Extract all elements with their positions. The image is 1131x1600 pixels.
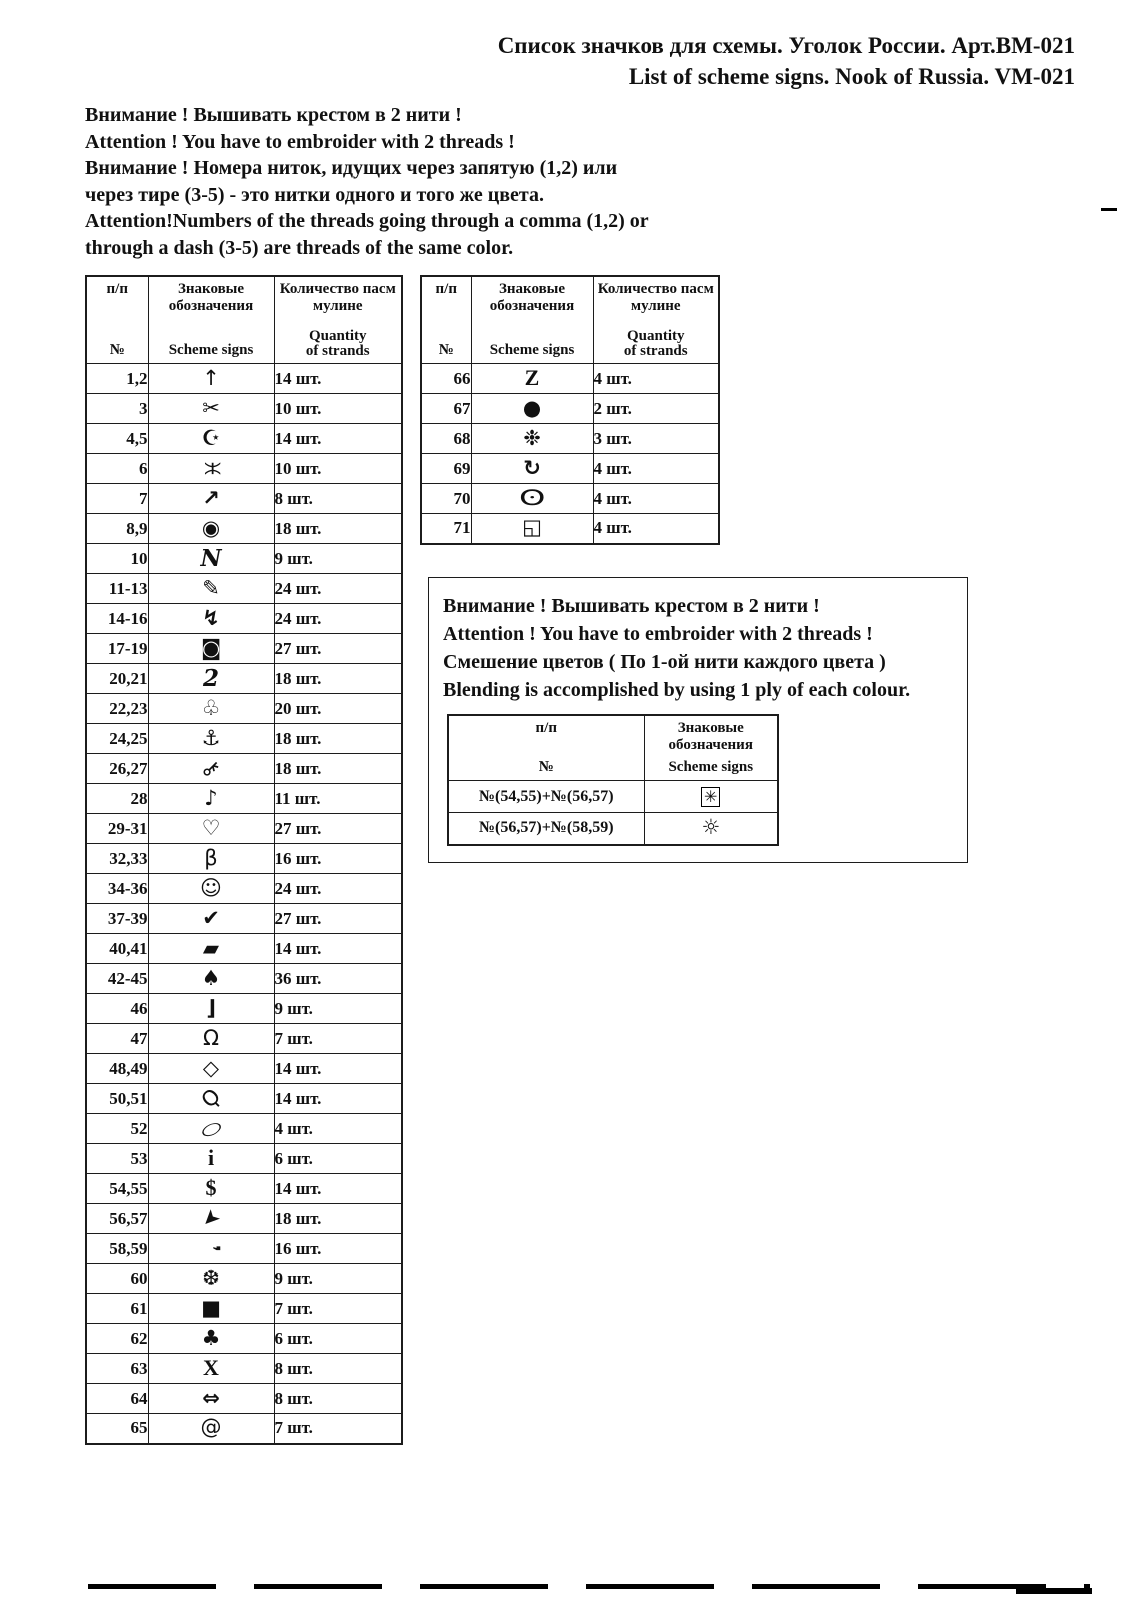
quantity-cell: 16 шт. <box>274 844 402 874</box>
legend-row <box>86 904 402 934</box>
symbol-cell <box>148 574 274 604</box>
header-signs-ru: Знаковые обозначения <box>489 281 575 314</box>
header-signs-en: Scheme signs <box>168 342 254 358</box>
legend-row <box>86 1264 402 1294</box>
symbol-cell <box>148 1204 274 1234</box>
pin-symbol: Ϙ <box>196 1083 225 1112</box>
row-number-cell: 68 <box>421 424 471 454</box>
crescent-star-symbol: ☪ <box>201 425 221 450</box>
legend-row <box>86 634 402 664</box>
row-number-cell: 20,21 <box>86 664 148 694</box>
legend-row <box>421 394 719 424</box>
blend-line-en-1: Attention ! You have to embroider with 2 threads ! <box>443 623 873 645</box>
row-number-cell: 56,57 <box>86 1204 148 1234</box>
quantity-cell: 4 шт. <box>274 1114 402 1144</box>
intro-line-en-1: Attention ! You have to embroider with 2 threads ! <box>85 130 515 153</box>
header-qty-en-line2: of strands <box>623 343 688 359</box>
legend-row <box>86 1144 402 1174</box>
legend-row <box>421 364 719 394</box>
quantity-cell: 7 шт. <box>274 1414 402 1444</box>
row-number-cell: 28 <box>86 784 148 814</box>
header-signs-en: Scheme signs <box>489 342 575 358</box>
legend-row <box>86 1324 402 1354</box>
symbol-cell <box>148 814 274 844</box>
square-corner-symbol: ◱ <box>522 515 542 540</box>
row-number-cell: 34-36 <box>86 874 148 904</box>
quantity-cell: 4 шт. <box>593 454 719 484</box>
quantity-cell: 6 шт. <box>274 1324 402 1354</box>
quantity-cell: 14 шт. <box>274 1174 402 1204</box>
row-number-cell: 14-16 <box>86 604 148 634</box>
legend-row <box>421 454 719 484</box>
symbol-cell <box>148 694 274 724</box>
legend-row <box>86 784 402 814</box>
at-symbol: @ <box>200 1415 222 1440</box>
header-signs-column <box>148 276 274 364</box>
intro-line-en-2: Attention!Numbers of the threads going through a comma (1,2) or <box>85 210 649 232</box>
quantity-cell: 18 шт. <box>274 1204 402 1234</box>
legend-row <box>421 514 719 544</box>
ellipse-symbol: ○ <box>197 1116 225 1141</box>
symbol-cell <box>148 1144 274 1174</box>
header-number-column <box>86 276 148 364</box>
blend-header-no-sign: № <box>538 759 554 775</box>
quantity-cell: 11 шт. <box>274 784 402 814</box>
header-qty-en <box>624 329 688 359</box>
droplet-symbol: ● <box>522 395 542 420</box>
eye-symbol: ʘ <box>518 485 546 510</box>
symbol-cell <box>148 664 274 694</box>
legend-row <box>86 844 402 874</box>
row-number-cell: №(54,55)+№(56,57) <box>448 781 644 813</box>
symbol-cell <box>148 1084 274 1114</box>
quantity-cell: 3 шт. <box>593 424 719 454</box>
row-number-cell: 52 <box>86 1114 148 1144</box>
row-number-cell: 46 <box>86 994 148 1024</box>
symbol-cell <box>148 1414 274 1444</box>
row-number-cell: 7 <box>86 484 148 514</box>
legend-row <box>86 1114 402 1144</box>
dart-symbol: ➤ <box>196 1203 227 1234</box>
lightning-arrow-symbol: ↯ <box>202 605 220 630</box>
quantity-cell: 24 шт. <box>274 874 402 904</box>
symbol-cell <box>471 514 593 544</box>
blend-header-signs-en: Scheme signs <box>668 759 754 775</box>
legend-header-row <box>86 276 402 364</box>
header-number-column <box>421 276 471 364</box>
quantity-cell: 8 шт. <box>274 1354 402 1384</box>
music-note-symbol: ♪ <box>204 785 218 810</box>
scan-artifact-bar <box>1016 1588 1092 1594</box>
symbol-cell <box>148 1234 274 1264</box>
quantity-cell: 14 шт. <box>274 1084 402 1114</box>
square-dot-symbol: ◙ <box>200 635 222 660</box>
header-qty-ru: Количество пасм мулине <box>597 281 714 314</box>
row-number-cell: 6 <box>86 454 148 484</box>
intro-line-ru-1: Внимание ! Вышивать крестом в 2 нити ! <box>85 104 462 126</box>
header-no-sign: № <box>109 342 125 358</box>
quantity-cell: 27 шт. <box>274 634 402 664</box>
blend-line-ru-2: Смешение цветов ( По 1-ой нити каждого цвета ) <box>443 651 886 673</box>
symbol-cell <box>471 364 593 394</box>
row-number-cell: 50,51 <box>86 1084 148 1114</box>
blend-header-row <box>448 715 778 781</box>
symbol-cell <box>148 514 274 544</box>
symbol-cell <box>148 1294 274 1324</box>
boxed-asterisk-symbol: ✳ <box>701 787 720 807</box>
symbol-cell <box>148 874 274 904</box>
row-number-cell: 62 <box>86 1324 148 1354</box>
row-number-cell: 64 <box>86 1384 148 1414</box>
legend-row <box>86 394 402 424</box>
row-number-cell: 32,33 <box>86 844 148 874</box>
scan-artifact-tick <box>1101 208 1117 211</box>
x-symbol: X <box>203 1355 219 1380</box>
quantity-cell: 24 шт. <box>274 574 402 604</box>
row-number-cell: 10 <box>86 544 148 574</box>
symbol-cell <box>148 844 274 874</box>
quantity-cell: 4 шт. <box>593 514 719 544</box>
row-number-cell: 53 <box>86 1144 148 1174</box>
row-number-cell: 1,2 <box>86 364 148 394</box>
row-number-cell: 37-39 <box>86 904 148 934</box>
legend-row <box>86 1234 402 1264</box>
pencil-symbol: ✎ <box>202 575 220 600</box>
quantity-cell: 20 шт. <box>274 694 402 724</box>
legend-header-row <box>421 276 719 364</box>
quantity-cell: 10 шт. <box>274 454 402 484</box>
header-quantity-column <box>274 276 402 364</box>
blend-line-en-2: Blending is accomplished by using 1 ply of each colour. <box>443 679 911 701</box>
header-qty-en-line2: of strands <box>305 343 370 359</box>
symbol-cell <box>471 394 593 424</box>
row-number-cell: №(56,57)+№(58,59) <box>448 813 644 845</box>
legend-row <box>86 544 402 574</box>
dollar-symbol: $ <box>205 1175 217 1200</box>
smiley-symbol: ☺ <box>200 875 222 900</box>
legend-row <box>448 813 778 845</box>
row-number-cell: 69 <box>421 454 471 484</box>
header-qty-en-line1: Quantity <box>626 328 685 344</box>
script-two-symbol: 2 <box>202 664 219 692</box>
blending-info-box <box>428 577 968 863</box>
row-number-cell: 40,41 <box>86 934 148 964</box>
row-number-cell: 60 <box>86 1264 148 1294</box>
quantity-cell: 18 шт. <box>274 754 402 784</box>
quantity-cell: 27 шт. <box>274 814 402 844</box>
symbol-cell <box>148 1354 274 1384</box>
symbol-cell <box>471 424 593 454</box>
legend-row <box>86 1384 402 1414</box>
row-number-cell: 61 <box>86 1294 148 1324</box>
up-arrow-symbol: ↑ <box>202 365 220 390</box>
row-number-cell: 47 <box>86 1024 148 1054</box>
double-arrow-symbol: ⇔ <box>202 1385 220 1410</box>
symbol-cell <box>471 484 593 514</box>
legend-row <box>86 604 402 634</box>
symbol-cell <box>148 964 274 994</box>
symbol-cell <box>148 454 274 484</box>
beta-symbol: β <box>204 845 218 870</box>
quantity-cell: 8 шт. <box>274 484 402 514</box>
sun-symbol: ☼ <box>701 815 721 840</box>
fisheye-symbol: ◉ <box>201 515 221 540</box>
legend-row <box>448 781 778 813</box>
symbol-cell <box>148 904 274 934</box>
legend-row <box>86 664 402 694</box>
row-number-cell: 67 <box>421 394 471 424</box>
header-qty-ru: Количество пасм мулине <box>279 281 396 314</box>
northeast-arrow-symbol: ↗ <box>202 485 220 510</box>
symbol-cell <box>148 784 274 814</box>
legend-row <box>86 1024 402 1054</box>
row-number-cell: 58,59 <box>86 1234 148 1264</box>
legend-row <box>86 484 402 514</box>
symbol-cell <box>644 781 778 813</box>
header-no-sign: № <box>438 342 454 358</box>
quantity-cell: 7 шт. <box>274 1024 402 1054</box>
legend-row <box>86 364 402 394</box>
quantity-cell: 14 шт. <box>274 1054 402 1084</box>
quantity-cell: 36 шт. <box>274 964 402 994</box>
symbol-cell <box>148 484 274 514</box>
diamond-outline-symbol: ◇ <box>202 1055 220 1080</box>
header-no-ru: п/п <box>435 281 457 297</box>
header-qty-en <box>306 329 370 359</box>
legend-row <box>421 424 719 454</box>
club-symbol: ♣ <box>201 1325 221 1350</box>
legend-table-right <box>420 275 720 545</box>
symbol-cell <box>148 1114 274 1144</box>
symbol-cell <box>471 454 593 484</box>
legend-row <box>86 754 402 784</box>
legend-row <box>86 1204 402 1234</box>
scan-artifact-line <box>88 1584 1090 1589</box>
row-number-cell: 3 <box>86 394 148 424</box>
quantity-cell: 9 шт. <box>274 994 402 1024</box>
legend-row <box>86 1414 402 1444</box>
blend-header-signs-column <box>644 715 778 781</box>
heart-outline-symbol: ♡ <box>201 815 221 840</box>
z-symbol: Z <box>524 365 540 390</box>
scissors-symbol: ✂ <box>202 395 220 420</box>
symbol-cell <box>148 424 274 454</box>
header-signs-column <box>471 276 593 364</box>
legend-row <box>86 424 402 454</box>
symbol-cell <box>148 394 274 424</box>
quantity-cell: 24 шт. <box>274 604 402 634</box>
row-number-cell: 63 <box>86 1354 148 1384</box>
blend-header-no-ru: п/п <box>535 720 557 736</box>
symbol-cell <box>148 1384 274 1414</box>
row-number-cell: 24,25 <box>86 724 148 754</box>
blend-line-ru-1: Внимание ! Вышивать крестом в 2 нити ! <box>443 595 820 617</box>
legend-row <box>86 1294 402 1324</box>
row-number-cell: 65 <box>86 1414 148 1444</box>
quantity-cell: 18 шт. <box>274 514 402 544</box>
row-number-cell: 22,23 <box>86 694 148 724</box>
club-outline-symbol: ♧ <box>201 695 221 720</box>
legend-row <box>86 514 402 544</box>
symbol-cell <box>148 604 274 634</box>
row-number-cell: 26,27 <box>86 754 148 784</box>
quantity-cell: 16 шт. <box>274 1234 402 1264</box>
black-square-symbol: ■ <box>201 1295 221 1320</box>
legend-row <box>86 724 402 754</box>
header-qty-en-line1: Quantity <box>308 328 367 344</box>
symbol-cell <box>148 754 274 784</box>
spiral-symbol: ↻ <box>523 455 541 480</box>
legend-row <box>86 934 402 964</box>
quantity-cell: 10 шт. <box>274 394 402 424</box>
symbol-cell <box>148 994 274 1024</box>
symbol-cell <box>148 544 274 574</box>
quantity-cell: 14 шт. <box>274 364 402 394</box>
symbol-cell <box>148 934 274 964</box>
bell-symbol: Ω <box>202 1025 220 1050</box>
symbol-cell <box>148 1174 274 1204</box>
comma-leaf-symbol: ❜ <box>199 1244 224 1252</box>
row-number-cell: 17-19 <box>86 634 148 664</box>
row-number-cell: 70 <box>421 484 471 514</box>
blend-header-signs-ru: Знаковые обозначения <box>668 720 753 753</box>
symbol-cell <box>148 634 274 664</box>
legend-row <box>86 874 402 904</box>
symbol-cell <box>148 364 274 394</box>
legend-row <box>86 694 402 724</box>
blending-table <box>447 714 779 846</box>
symbol-cell <box>148 1264 274 1294</box>
legend-row <box>421 484 719 514</box>
row-number-cell: 42-45 <box>86 964 148 994</box>
row-number-cell: 71 <box>421 514 471 544</box>
quantity-cell: 7 шт. <box>274 1294 402 1324</box>
flower-symbol: ❉ <box>523 425 541 450</box>
symbol-cell <box>148 724 274 754</box>
legend-row <box>86 574 402 604</box>
row-number-cell: 48,49 <box>86 1054 148 1084</box>
quantity-cell: 18 шт. <box>274 724 402 754</box>
quantity-cell: 27 шт. <box>274 904 402 934</box>
blend-header-number-column <box>448 715 644 781</box>
intro-line-ru-2: Внимание ! Номера ниток, идущих через запятую (1,2) или <box>85 157 618 179</box>
quantity-cell: 2 шт. <box>593 394 719 424</box>
bird-check-symbol: ✔ <box>202 905 220 930</box>
legend-row <box>86 1354 402 1384</box>
key-symbol: ⚷ <box>197 753 226 782</box>
symbol-cell <box>148 1324 274 1354</box>
row-number-cell: 66 <box>421 364 471 394</box>
corner-symbol: ⌋ <box>206 995 216 1020</box>
legend-table-left <box>85 275 403 1445</box>
quantity-cell: 14 шт. <box>274 424 402 454</box>
quantity-cell: 18 шт. <box>274 664 402 694</box>
symbol-cell <box>644 813 778 845</box>
header-quantity-column <box>593 276 719 364</box>
page-title-ru: Список значков для схемы. Уголок России. Арт.ВМ-021 <box>497 33 1075 58</box>
snowflake-symbol: ❆ <box>202 1265 220 1290</box>
quantity-cell: 14 шт. <box>274 934 402 964</box>
quantity-cell: 8 шт. <box>274 1384 402 1414</box>
document-title <box>498 30 1075 92</box>
spade-symbol: ♠ <box>201 965 221 990</box>
pisces-symbol: ♓ <box>199 458 224 478</box>
symbol-cell <box>148 1024 274 1054</box>
symbol-cell <box>148 1054 274 1084</box>
row-number-cell: 54,55 <box>86 1174 148 1204</box>
legend-row <box>86 1084 402 1114</box>
row-number-cell: 11-13 <box>86 574 148 604</box>
script-n-symbol: N <box>200 544 222 572</box>
quantity-cell: 4 шт. <box>593 484 719 514</box>
legend-row <box>86 1174 402 1204</box>
black-oval-symbol: ▰ <box>202 935 220 960</box>
row-number-cell: 4,5 <box>86 424 148 454</box>
quantity-cell: 6 шт. <box>274 1144 402 1174</box>
legend-row <box>86 454 402 484</box>
intro-line-ru-3: через тире (3-5) - это нитки одного и того же цвета. <box>85 183 545 206</box>
row-number-cell: 8,9 <box>86 514 148 544</box>
anchor-symbol: ⚓ <box>201 725 221 750</box>
quantity-cell: 9 шт. <box>274 1264 402 1294</box>
legend-row <box>86 814 402 844</box>
legend-row <box>86 994 402 1024</box>
legend-row <box>86 1054 402 1084</box>
intro-text <box>85 102 649 261</box>
header-no-ru: п/п <box>106 281 128 297</box>
candle-symbol: i <box>207 1145 215 1170</box>
intro-line-en-3: through a dash (3-5) are threads of the same color. <box>85 236 514 259</box>
quantity-cell: 9 шт. <box>274 544 402 574</box>
page-title-en: List of scheme signs. Nook of Russia. VM-021 <box>628 64 1075 89</box>
header-signs-ru: Знаковые обозначения <box>168 281 254 314</box>
legend-row <box>86 964 402 994</box>
row-number-cell: 29-31 <box>86 814 148 844</box>
quantity-cell: 4 шт. <box>593 364 719 394</box>
